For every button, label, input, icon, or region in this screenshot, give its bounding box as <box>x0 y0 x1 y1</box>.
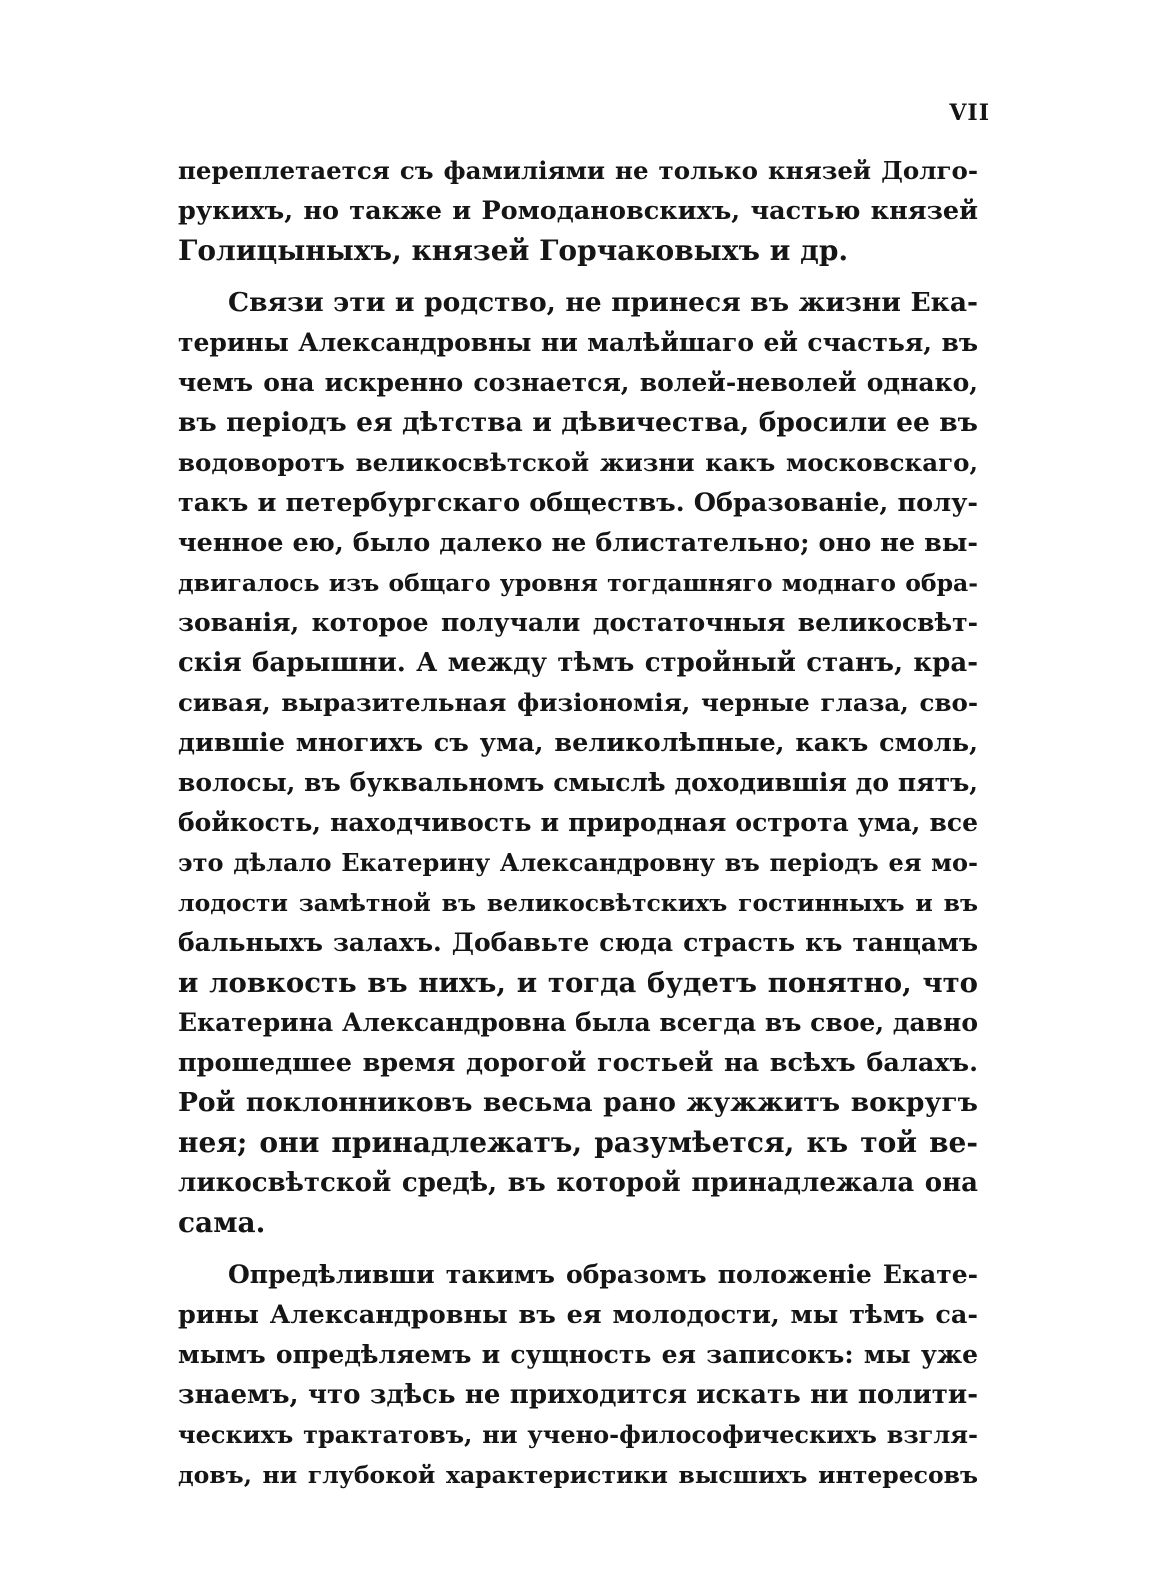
text-line: Связи эти и родство, не принеся въ жизни Ека- <box>228 287 978 318</box>
text-line: рукихъ, но также и Ромодановскихъ, частью князей <box>178 196 978 226</box>
text-line: зованія, которое получали достаточныя великосвѣт- <box>178 608 978 637</box>
text-line: чемъ она искренно сознается, волей-неволей однако, <box>178 368 978 397</box>
text-line: сивая, выразительная физіономія, черные глаза, сво- <box>178 688 978 717</box>
text-line: Опредѣливши такимъ образомъ положеніе Екате- <box>228 1260 978 1289</box>
text-line: двигалось изъ общаго уровня тогдашняго моднаго обра- <box>178 569 978 597</box>
text-line: нея; они принадлежатъ, разумѣется, къ той ве- <box>178 1126 978 1159</box>
text-line: Голицыныхъ, князей Горчаковыхъ и др. <box>178 234 849 267</box>
text-line: ческихъ трактатовъ, ни учено-философическихъ взгля- <box>178 1420 978 1449</box>
text-line: и ловкость въ нихъ, и тогда будетъ понятно, что <box>178 967 978 999</box>
text-line: рины Александровны въ ея молодости, мы тѣмъ са- <box>178 1300 978 1330</box>
text-line: прошедшее время дорогой гостьей на всѣхъ балахъ. <box>178 1048 978 1078</box>
text-line: сама. <box>178 1206 266 1239</box>
text-line: Рой поклонниковъ весьма рано жужжитъ вокругъ <box>178 1087 978 1118</box>
page-number: VII <box>949 100 990 126</box>
text-line: скія барышни. А между тѣмъ стройный станъ, кра- <box>178 648 978 678</box>
text-line: бойкость, находчивость и природная острота ума, все <box>178 808 978 837</box>
text-line: ченное ею, было далеко не блистательно; оно не вы- <box>178 528 978 558</box>
text-line: водоворотъ великосвѣтской жизни какъ московскаго, <box>178 448 978 477</box>
text-line: знаемъ, что здѣсь не приходится искать ни полити- <box>178 1380 978 1410</box>
text-line: бальныхъ залахъ. Добавьте сюда страсть къ танцамъ <box>178 928 978 957</box>
text-line: мымъ опредѣляемъ и сущность ея записокъ: мы уже <box>178 1340 978 1369</box>
text-line: довъ, ни глубокой характеристики высшихъ интересовъ <box>178 1461 978 1489</box>
text-line: дившіе многихъ съ ума, великолѣпные, какъ смоль, <box>178 728 978 758</box>
text-line: волосы, въ буквальномъ смыслѣ доходившія до пятъ, <box>178 768 978 797</box>
paragraph-2 <box>178 283 978 1243</box>
text-line: такъ и петербургскаго обществъ. Образованіе, полу- <box>178 488 978 518</box>
text-line: это дѣлало Екатерину Александровну въ періодъ ея мо- <box>178 848 978 877</box>
text-line: лодости замѣтной въ великосвѣтскихъ гостинныхъ и въ <box>178 889 978 917</box>
text-line: Екатерина Александровна была всегда въ свое, давно <box>178 1008 978 1037</box>
text-line: ликосвѣтской средѣ, въ которой принадлежала она <box>178 1168 978 1198</box>
text-line: переплетается съ фамиліями не только князей Долго- <box>178 156 978 185</box>
text-line: въ періодъ ея дѣтства и дѣвичества, бросили ее въ <box>178 407 978 438</box>
text-line: терины Александровны ни малѣйшаго ей счастья, въ <box>178 328 978 357</box>
paragraph-3 <box>178 1255 978 1495</box>
body-text <box>178 151 978 1495</box>
paragraph-1 <box>178 151 978 271</box>
